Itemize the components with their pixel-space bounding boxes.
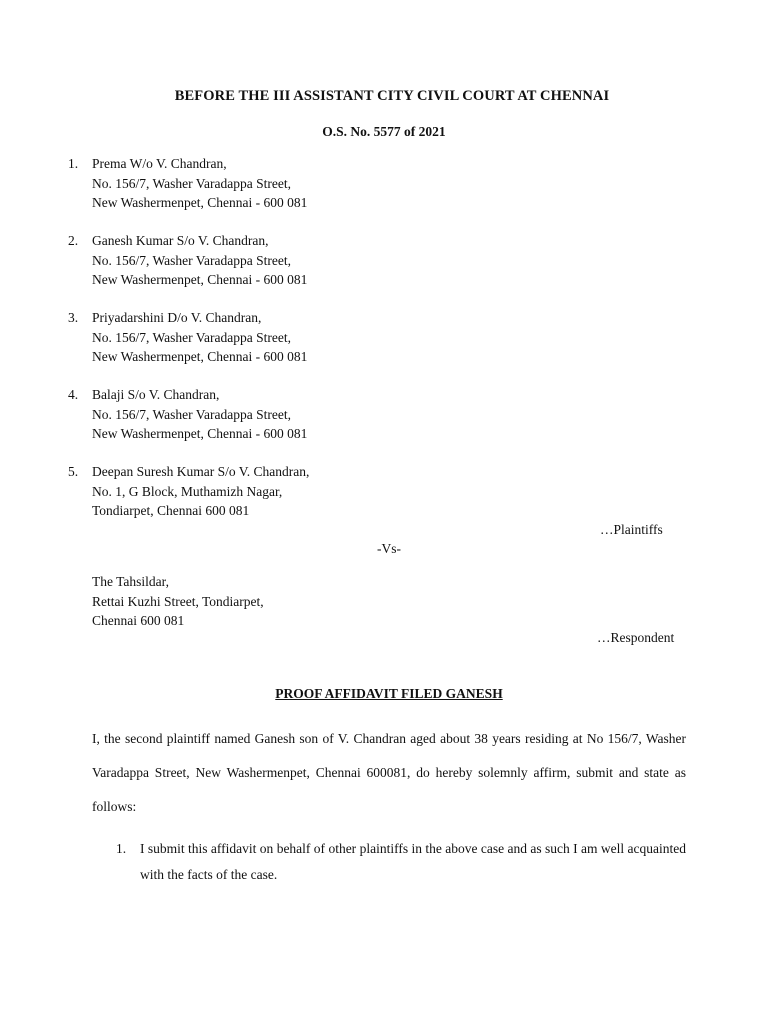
intro-paragraph: I, the second plaintiff named Ganesh son of V. Chandran aged about 38 years residing at No 156/7, Washer Varadappa Street, New Washermenpet, Chennai 600081, do hereby solemnly affirm, submit and state as follows: bbox=[92, 731, 686, 814]
plaintiff-address-line: No. 156/7, Washer Varadappa Street, bbox=[92, 252, 291, 268]
court-title: BEFORE THE III ASSISTANT CITY CIVIL COURT AT CHENNAI bbox=[174, 88, 610, 104]
plaintiff-address-line: No. 1, G Block, Muthamizh Nagar, bbox=[92, 483, 283, 499]
paragraph-number: 1. bbox=[116, 841, 127, 856]
plaintiff-1 bbox=[68, 154, 307, 213]
plaintiff-number: 4. bbox=[68, 387, 79, 402]
respondent-address-line: Chennai 600 081 bbox=[92, 613, 185, 628]
respondent-label: …Respondent bbox=[597, 630, 675, 645]
plaintiff-address-line: New Washermenpet, Chennai - 600 081 bbox=[92, 272, 308, 287]
respondent bbox=[92, 572, 264, 631]
plaintiff-4 bbox=[68, 385, 307, 444]
versus-label: -Vs- bbox=[377, 541, 401, 556]
respondent-address-line: Rettai Kuzhi Street, Tondiarpet, bbox=[92, 593, 264, 609]
plaintiff-3 bbox=[68, 308, 307, 367]
case-number: O.S. No. 5577 of 2021 bbox=[322, 124, 446, 139]
plaintiff-address-line: New Washermenpet, Chennai - 600 081 bbox=[92, 195, 308, 210]
respondent-name: The Tahsildar, bbox=[92, 574, 169, 589]
plaintiff-name: Priyadarshini D/o V. Chandran, bbox=[92, 310, 262, 325]
plaintiff-address-line: No. 156/7, Washer Varadappa Street, bbox=[92, 406, 291, 422]
plaintiff-address-line: New Washermenpet, Chennai - 600 081 bbox=[92, 426, 308, 441]
plaintiff-name: Balaji S/o V. Chandran, bbox=[92, 387, 220, 402]
plaintiff-number: 1. bbox=[68, 156, 79, 171]
plaintiff-address-line: No. 156/7, Washer Varadappa Street, bbox=[92, 329, 291, 345]
plaintiff-address-line: New Washermenpet, Chennai - 600 081 bbox=[92, 349, 308, 364]
affidavit-heading: PROOF AFFIDAVIT FILED GANESH bbox=[275, 686, 503, 701]
plaintiff-2 bbox=[68, 231, 307, 290]
plaintiff-name: Prema W/o V. Chandran, bbox=[92, 156, 227, 171]
plaintiff-name: Ganesh Kumar S/o V. Chandran, bbox=[92, 233, 269, 248]
paragraph-text: I submit this affidavit on behalf of other plaintiffs in the above case and as such I am well acquainted with the facts of the case. bbox=[140, 841, 686, 882]
plaintiff-name: Deepan Suresh Kumar S/o V. Chandran, bbox=[92, 464, 310, 479]
plaintiff-5 bbox=[68, 462, 309, 521]
plaintiffs-label: …Plaintiffs bbox=[600, 522, 663, 537]
plaintiff-number: 3. bbox=[68, 310, 79, 325]
plaintiff-number: 2. bbox=[68, 233, 79, 248]
plaintiff-address-line: Tondiarpet, Chennai 600 081 bbox=[92, 503, 250, 518]
numbered-paragraph bbox=[116, 836, 686, 888]
plaintiff-address-line: No. 156/7, Washer Varadappa Street, bbox=[92, 175, 291, 191]
plaintiff-number: 5. bbox=[68, 464, 79, 479]
